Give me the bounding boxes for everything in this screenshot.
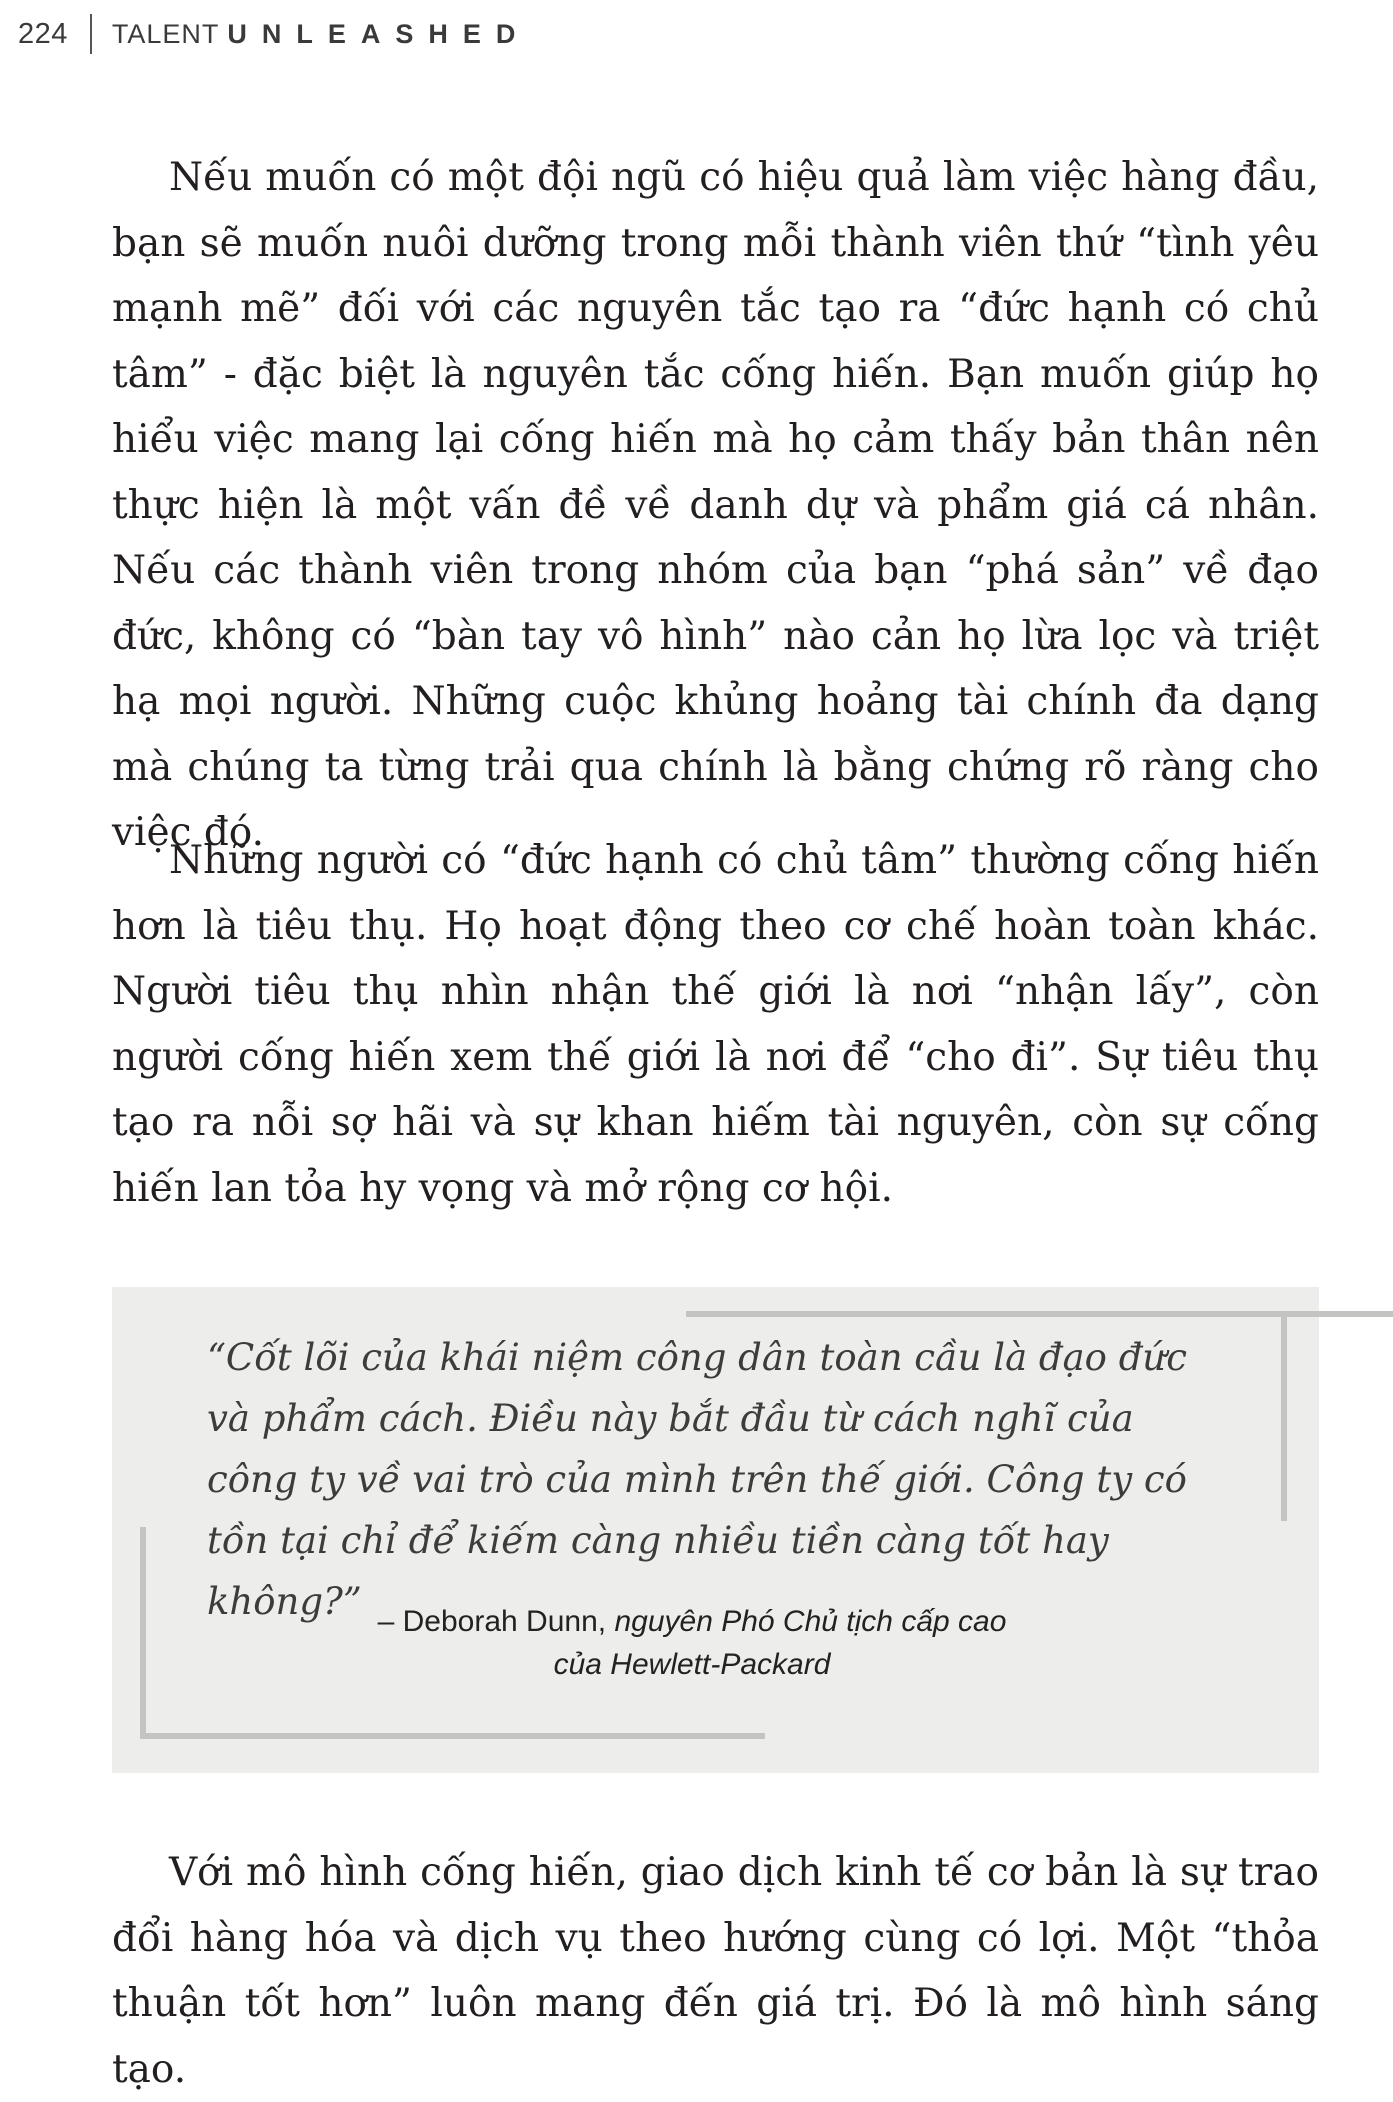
body-paragraph-3: Với mô hình cống hiến, giao dịch kinh tế cơ bản là sự trao đổi hàng hóa và dịch vụ theo hướng cùng có lợi. Một “thỏa thuận tốt hơn” luôn mang đến giá trị. Đó là mô hình sáng tạo. — [112, 1850, 1319, 2092]
quote-author-role: nguyên Phó Chủ tịch cấp cao — [614, 1605, 1007, 1638]
book-title-light: TALENT — [111, 18, 220, 49]
quote-frame-left — [140, 1527, 146, 1739]
body-paragraph-1: Nếu muốn có một đội ngũ có hiệu quả làm việc hàng đầu, bạn sẽ muốn nuôi dưỡng trong mỗi thành viên thứ “tình yêu mạnh mẽ” đối với các nguyên tắc tạo ra “đức hạnh có chủ tâm” - đặc biệt là nguyên tắc cống hiến. Bạn muốn giúp họ hiểu việc mang lại cống hiến mà họ cảm thấy bản thân nên thực hiện là một vấn đề về danh dự và phẩm giá cá nhân. Nếu các thành viên trong nhóm của bạn “phá sản” về đạo đức, không có “bàn tay vô hình” nào cản họ lừa lọc và triệt hạ mọi người. Những cuộc khủng hoảng tài chính đa dạng mà chúng ta từng trải qua chính là bằng chứng rõ ràng cho việc đó. — [112, 155, 1319, 855]
body-paragraph-2: Những người có “đức hạnh có chủ tâm” thường cống hiến hơn là tiêu thụ. Họ hoạt động theo cơ chế hoàn toàn khác. Người tiêu thụ nhìn nhận thế giới là nơi “nhận lấy”, còn người cống hiến xem thế giới là nơi để “cho đi”. Sự tiêu thụ tạo ra nỗi sợ hãi và sự khan hiếm tài nguyên, còn sự cống hiến lan tỏa hy vọng và mở rộng cơ hội. — [112, 838, 1319, 1211]
running-header — [18, 14, 530, 54]
header-divider — [90, 14, 92, 54]
quote-attribution — [292, 1600, 1092, 1686]
page-number: 224 — [18, 17, 68, 50]
quote-author: – Deborah Dunn, — [377, 1605, 607, 1638]
quote-author-company: của Hewlett-Packard — [553, 1648, 831, 1681]
book-title-bold: UNLEASHED — [227, 18, 531, 49]
pull-quote-box — [112, 1287, 1319, 1773]
quote-text: “Cốt lõi của khái niệm công dân toàn cầu là đạo đức và phẩm cách. Điều này bắt đầu từ cách nghĩ của công ty về vai trò của mình trên thế giới. Công ty có tồn tại chỉ để kiếm càng nhiều tiền càng tốt hay không?” — [207, 1336, 1187, 1623]
quote-frame-right — [1281, 1311, 1287, 1521]
quote-frame-bottom — [140, 1733, 765, 1739]
attribution-line-1 — [292, 1600, 1092, 1643]
